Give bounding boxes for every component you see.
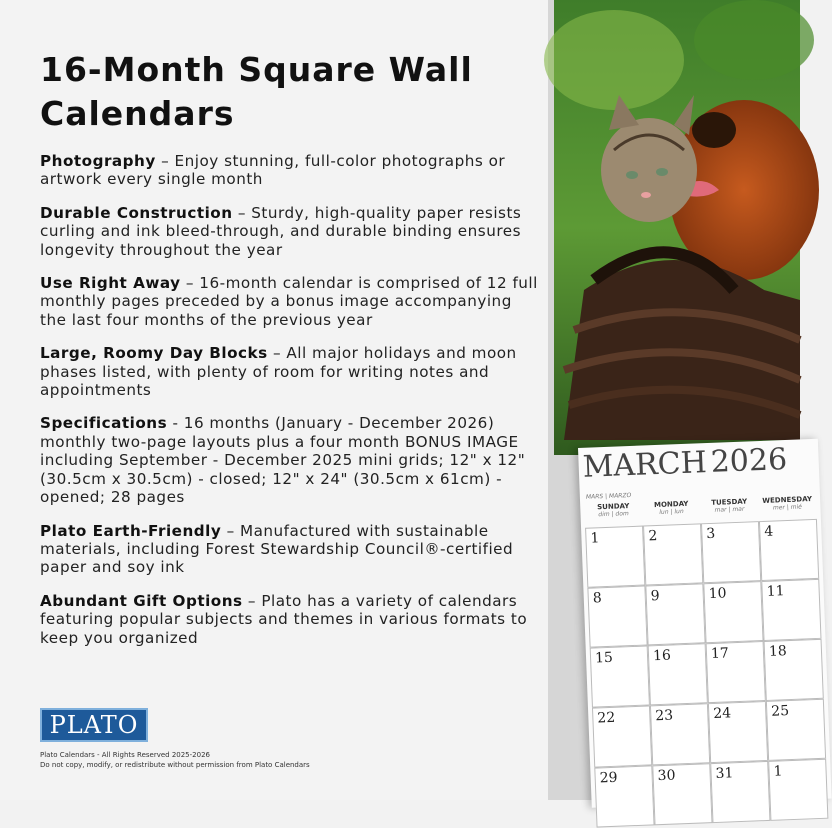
feature-text: – Enjoy stunning, full-color photographs or artwork every single month [40,152,506,189]
feature-text: – Manufactured with sustainable materials, including Forest Stewardship Council®-certified paper and soy ink [40,521,514,577]
day-number: 11 [766,583,785,600]
day-cell [761,579,821,641]
day-cell [708,701,768,763]
day-translation: mar | mar [714,505,745,514]
feature-text: – Sturdy, high-quality paper resists curling and ink bleed-through, and durable binding ensures longevity throughout the year [40,203,522,259]
feature-heading: Use Right Away [40,274,181,293]
day-cell [701,521,761,583]
day-translation: mer | mié [772,503,803,512]
feature-text: – 16-month calendar is comprised of 12 full monthly pages preceded by a bonus image accompanying the last four months of the previous year [40,274,538,329]
day-cell [706,641,766,703]
day-translation: dim | dom [598,510,629,519]
day-name: SUNDAY [597,502,630,512]
plato-logo: PLATO [40,708,148,742]
copyright-line: Plato Calendars - All Rights Reserved 2025-2026 [40,751,210,759]
day-cell [592,705,652,767]
day-number: 15 [594,649,614,667]
day-cell [710,761,770,823]
calendar-year: 2026 [710,441,788,480]
day-number: 31 [715,765,734,782]
day-cell [585,526,645,588]
day-number: 23 [655,707,674,725]
day-cell [643,523,703,585]
cover-photo [554,0,800,455]
feature-heading: Durable Construction [40,203,233,222]
calendar-title [582,442,788,485]
kitten-puppy-photo [554,0,800,455]
feature-item [40,274,540,329]
day-name: TUESDAY [711,497,748,507]
day-cell [650,703,710,765]
feature-item [40,344,540,399]
day-number: 17 [710,645,730,663]
day-number: 24 [713,705,732,722]
day-header [642,499,701,523]
day-number: 4 [764,523,774,540]
feature-item [40,522,540,577]
feature-text: – Plato has a variety of calendars featuring popular subjects and themes in various formats to keep you organized [40,591,528,647]
day-cell [764,639,824,701]
feature-item [40,204,540,259]
day-cell [645,583,705,645]
day-number: 25 [770,703,790,720]
feature-heading: Photography [40,152,156,170]
day-number: 18 [768,643,788,660]
feature-item [40,152,540,189]
day-number: 22 [597,709,616,727]
day-name: MONDAY [653,499,689,510]
day-number: 30 [657,767,676,785]
calendar-month: MARCH [582,445,708,485]
calendar-page [578,439,832,808]
day-cell [768,759,828,821]
feature-list [40,152,540,662]
feature-text: – All major holidays and moon phases listed, with plenty of room for writing notes and appointments [40,344,517,400]
day-header [584,502,643,526]
day-number: 1 [773,763,783,780]
feature-heading: Abundant Gift Options [40,591,243,610]
copyright-notice [40,750,310,770]
day-number: 2 [648,528,658,545]
day-cell [766,699,826,761]
day-number: 10 [708,585,727,603]
day-number: 16 [652,647,672,665]
day-header [758,495,817,519]
feature-heading: Specifications [40,414,168,433]
calendar-preview [548,0,813,800]
day-number: 29 [599,769,618,787]
day-number: 3 [706,525,716,543]
day-cell [759,519,819,581]
day-cell [652,763,712,825]
day-cell [648,643,708,705]
day-cell [594,765,654,827]
feature-heading: Large, Roomy Day Blocks [40,344,268,363]
feature-item [40,592,540,647]
day-cell [703,581,763,643]
day-cell [590,645,650,707]
feature-text: - 16 months (January - December 2026) monthly two-page layouts plus a four month BONUS IMAGE including September - December 2025 mini grids; 12" x 12" (30.5cm x 30.5cm) - closed; 12" x 24" (30.5cm x 61cm) - opened; 28 pages [40,414,526,507]
page-title: 16-Month Square Wall Calendars [40,50,473,133]
day-number: 8 [592,590,603,607]
calendar-month-translation: MARS | MARZO [585,491,632,501]
day-cell [587,586,647,648]
day-number: 9 [650,587,660,605]
feature-item [40,414,540,506]
copyright-line: Do not copy, modify, or redistribute without permission from Plato Calendars [40,761,310,769]
day-name: WEDNESDAY [762,495,813,505]
day-header [700,497,759,521]
day-translation: lun | lun [659,507,684,516]
feature-heading: Plato Earth-Friendly [40,521,222,540]
day-number: 1 [590,530,600,547]
